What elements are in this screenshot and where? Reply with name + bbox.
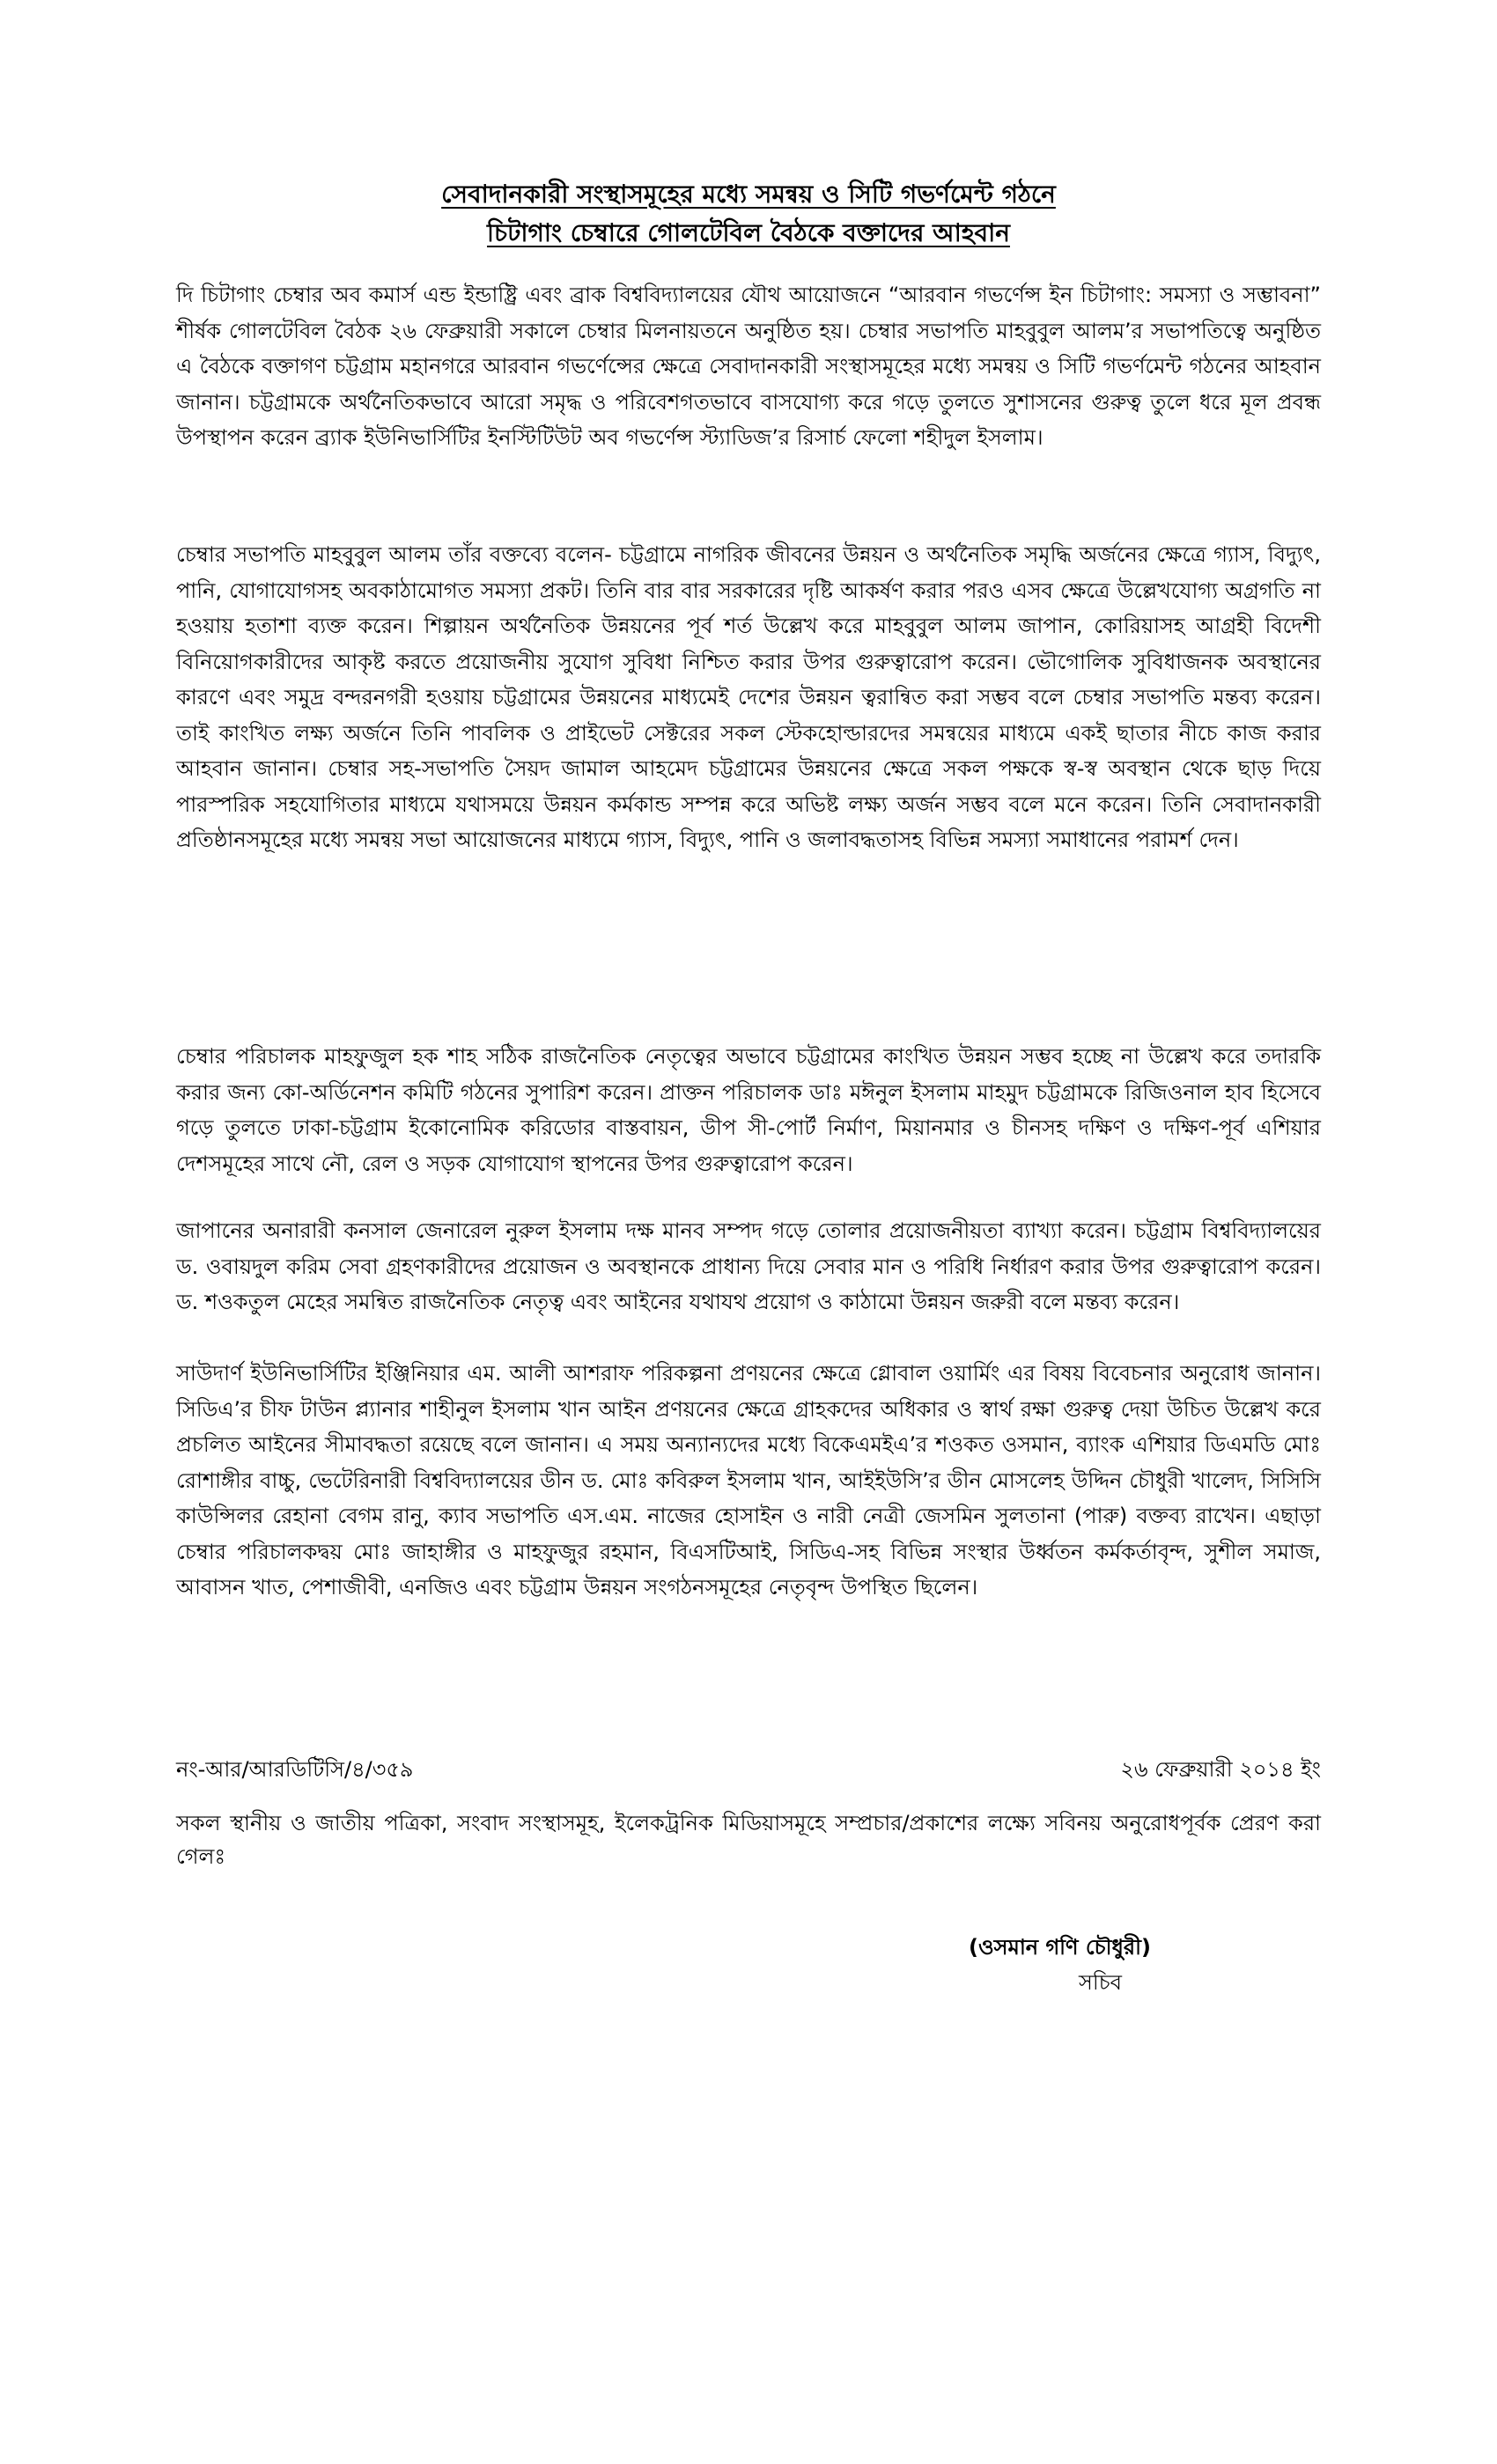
body-paragraph-2: চেম্বার সভাপতি মাহবুবুল আলম তাঁর বক্তব্যে বলেন- চট্টগ্রামে নাগরিক জীবনের উন্নয়ন ও অর্থনৈতিক সমৃদ্ধি অর্জনের ক্ষেত্রে গ্যাস, বিদ্যুৎ, পানি, যোগাযোগসহ অবকাঠামোগত সমস্যা প্রকট। তিনি বার বার সরকারের দৃষ্টি আকর্ষণ করার পরও এসব ক্ষেত্রে উল্লেখযোগ্য অগ্রগতি না হওয়ায় হতাশা ব্যক্ত করেন। শিল্পায়ন অর্থনৈতিক উন্নয়নের পূর্ব শর্ত উল্লেখ করে মাহবুবুল আলম জাপান, কোরিয়াসহ আগ্রহী বিদেশী বিনিয়োগকারীদের আকৃষ্ট করতে প্রয়োজনীয় সুযোগ সুবিধা নিশ্চিত করার উপর গুরুত্বারোপ করেন। ভৌগোলিক সুবিধাজনক অবস্থানের কারণে এবং সমুদ্র বন্দরনগরী হওয়ায় চট্টগ্রামের উন্নয়নের মাধ্যমেই দেশের উন্নয়ন ত্বরান্বিত করা সম্ভব বলে চেম্বার সভাপতি মন্তব্য করেন। তাই কাংখিত লক্ষ্য অর্জনে তিনি পাবলিক ও প্রাইভেট সেক্টরের সকল স্টেকহোল্ডারদের সমন্বয়ের মাধ্যমে একই ছাতার নীচে কাজ করার আহবান জানান। চেম্বার সহ-সভাপতি সৈয়দ জামাল আহমেদ চট্টগ্রামের উন্নয়নের ক্ষেত্রে সকল পক্ষকে স্ব-স্ব অবস্থান থেকে ছাড় দিয়ে পারস্পরিক সহযোগিতার মাধ্যমে যথাসময়ে উন্নয়ন কর্মকান্ড সম্পন্ন করে অভিষ্ট লক্ষ্য অর্জন সম্ভব বলে মনে করেন। তিনি সেবাদানকারী প্রতিষ্ঠানসমূহের মধ্যে সমন্বয় সভা আয়োজনের মাধ্যমে গ্যাস, বিদ্যুৎ, পানি ও জলাবদ্ধতাসহ বিভিন্ন সমস্যা সমাধানের পরামর্শ দেন। [176,542,1321,852]
document-title-line2: চিটাগাং চেম্বারে গোলটেবিল বৈঠকে বক্তাদের আহবান [487,218,1010,247]
signatory-title: সচিব [1079,1970,1123,1995]
body-paragraph-1: দি চিটাগাং চেম্বার অব কমার্স এন্ড ইন্ডাষ্ট্রি এবং ব্রাক বিশ্ববিদ্যালয়ের যৌথ আয়োজনে “আরবান গভর্ণেন্স ইন চিটাগাং: সমস্যা ও সম্ভাবনা” শীর্ষক গোলটেবিল বৈঠক ২৬ ফেব্রুয়ারী সকালে চেম্বার মিলনায়তনে অনুষ্ঠিত হয়। চেম্বার সভাপতি মাহবুবুল আলম’র সভাপতিত্বে অনুষ্ঠিত এ বৈঠকে বক্তাগণ চট্টগ্রাম মহানগরে আরবান গভর্ণেন্সের ক্ষেত্রে সেবাদানকারী সংস্থাসমূহের মধ্যে সমন্বয় ও সিটি গভর্ণমেন্ট গঠনের আহবান জানান। চট্টগ্রামকে অর্থনৈতিকভাবে আরো সমৃদ্ধ ও পরিবেশগতভাবে বাসযোগ্য করে গড়ে তুলতে সুশাসনের গুরুত্ব তুলে ধরে মূল প্রবন্ধ উপস্থাপন করেন ব্র্যাক ইউনিভার্সিটির ইনস্টিটিউট অব গভর্ণেন্স স্ট্যাডিজ’র রিসার্চ ফেলো শহীদুল ইসলাম। [176,283,1321,450]
distribution-note: সকল স্থানীয় ও জাতীয় পত্রিকা, সংবাদ সংস্থাসমূহ, ইলেকট্রনিক মিডিয়াসমূহে সম্প্রচার/প্রকাশের লক্ষ্যে সবিনয় অনুরোধপূর্বক প্রেরণ করা গেলঃ [176,1811,1321,1869]
body-paragraph-3: চেম্বার পরিচালক মাহফুজুল হক শাহ সঠিক রাজনৈতিক নেতৃত্বের অভাবে চট্টগ্রামের কাংখিত উন্নয়ন সম্ভব হচ্ছে না উল্লেখ করে তদারকি করার জন্য কো-অর্ডিনেশন কমিটি গঠনের সুপারিশ করেন। প্রাক্তন পরিচালক ডাঃ মঈনুল ইসলাম মাহমুদ চট্টগ্রামকে রিজিওনাল হাব হিসেবে গড়ে তুলতে ঢাকা-চট্টগ্রাম ইকোনোমিক করিডোর বাস্তবায়ন, ডীপ সী-পোর্ট নির্মাণ, মিয়ানমার ও চীনসহ দক্ষিণ ও দক্ষিণ-পূর্ব এশিয়ার দেশসমূহের সাথে নৌ, রেল ও সড়ক যোগাযোগ স্থাপনের উপর গুরুত্বারোপ করেন। [176,1044,1321,1176]
signatory-name: (ওসমান গণি চৌধুরী) [969,1935,1151,1960]
body-paragraph-5: সাউদার্ণ ইউনিভার্সিটির ইঞ্জিনিয়ার এম. আলী আশরাফ পরিকল্পনা প্রণয়নের ক্ষেত্রে গ্লোবাল ওয়ার্মিং এর বিষয় বিবেচনার অনুরোধ জানান। সিডিএ’র চীফ টাউন প্ল্যানার শাহীনুল ইসলাম খান আইন প্রণয়নের ক্ষেত্রে গ্রাহকদের অধিকার ও স্বার্থ রক্ষা গুরুত্ব দেয়া উচিত উল্লেখ করে প্রচলিত আইনের সীমাবদ্ধতা রয়েছে বলে জানান। এ সময় অন্যান্যদের মধ্যে বিকেএমইএ’র শওকত ওসমান, ব্যাংক এশিয়ার ডিএমডি মোঃ রোশাঙ্গীর বাচ্চু, ভেটেরিনারী বিশ্ববিদ্যালয়ের ডীন ড. মোঃ কবিরুল ইসলাম খান, আইইউসি’র ডীন মোসলেহ উদ্দিন চৌধুরী খালেদ, সিসিসি কাউন্সিলর রেহানা বেগম রানু, ক্যাব সভাপতি এস.এম. নাজের হোসাইন ও নারী নেত্রী জেসমিন সুলতানা (পারু) বক্তব্য রাখেন। এছাড়া চেম্বার পরিচালকদ্বয় মোঃ জাহাঙ্গীর ও মাহফুজুর রহমান, বিএসটিআই, সিডিএ-সহ বিভিন্ন সংস্থার উর্ধ্বতন কর্মকর্তাবৃন্দ, সুশীল সমাজ, আবাসন খাত, পেশাজীবী, এনজিও এবং চট্টগ্রাম উন্নয়ন সংগঠনসমূহের নেতৃবৃন্দ উপস্থিত ছিলেন। [176,1361,1321,1600]
body-paragraph-4: জাপানের অনারারী কনসাল জেনারেল নুরুল ইসলাম দক্ষ মানব সম্পদ গড়ে তোলার প্রয়োজনীয়তা ব্যাখ্যা করেন। চট্টগ্রাম বিশ্ববিদ্যালয়ের ড. ওবায়দুল করিম সেবা গ্রহণকারীদের প্রয়োজন ও অবস্থানকে প্রাধান্য দিয়ে সেবার মান ও পরিধি নির্ধারণ করার উপর গুরুত্বারোপ করেন। ড. শওকতুল মেহের সমন্বিত রাজনৈতিক নেতৃত্ব এবং আইনের যথাযথ প্রয়োগ ও কাঠামো উন্নয়ন জরুরী বলে মন্তব্য করেন। [176,1218,1321,1314]
document-title-line1: সেবাদানকারী সংস্থাসমূহের মধ্যে সমন্বয় ও সিটি গভর্ণমেন্ট গঠনে [441,180,1056,209]
issue-date: ২৬ ফেব্রুয়ারী ২০১৪ ইং [1120,1757,1321,1782]
reference-number: নং-আর/আরডিটিসি/৪/৩৫৯ [176,1757,414,1782]
